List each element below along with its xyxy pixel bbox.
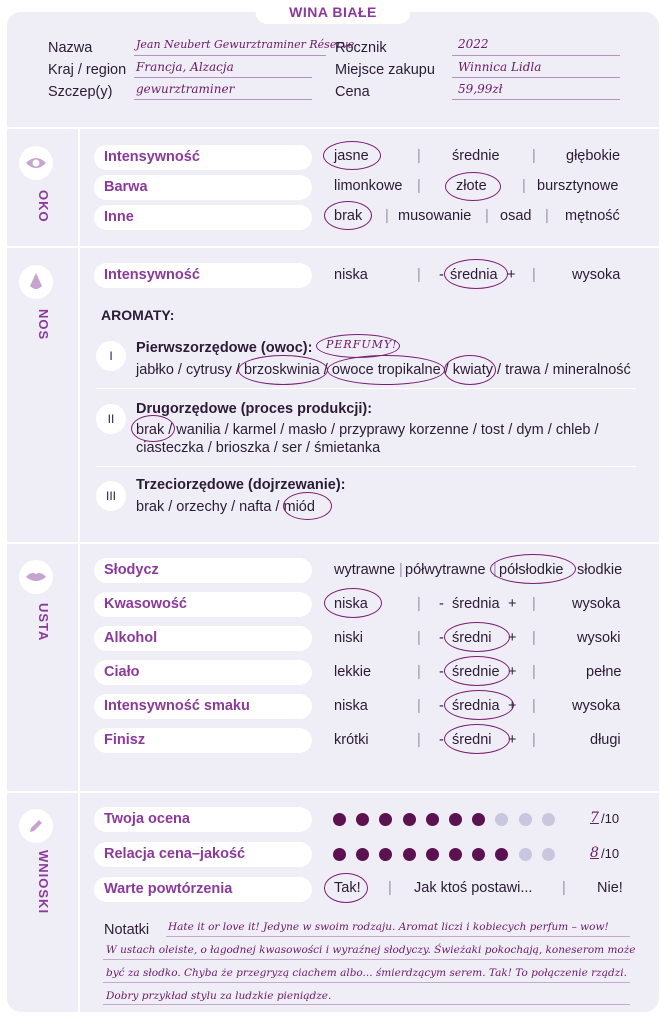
oko-intensywnosc-pill: Intensywność [94,145,312,170]
ocena-score[interactable]: 7 [590,810,599,826]
selection-circle [444,355,496,385]
rating-dot-filled[interactable] [403,813,416,826]
opt-wysoka[interactable]: wysoka [572,267,621,283]
nos-intensywnosc-pill: Intensywność [94,263,312,288]
opt-high[interactable]: pełne [586,664,622,680]
oko-barwa-pill: Barwa [94,175,312,200]
rating-dot-filled[interactable] [426,848,439,861]
ocena-suffix: /10 [601,811,620,826]
rating-dot-filled[interactable] [449,848,462,861]
rating-dot-empty[interactable] [542,848,555,861]
powtorzenia-pill: Warte powtórzenia [94,877,312,902]
selection-circle [131,415,175,442]
selection-circle [444,724,510,754]
rocznik-value[interactable]: 2022 [458,37,489,51]
aroma-group-title: Drugorzędowe (proces produkcji): [136,401,373,417]
usta-row-pill: Alkohol [94,626,312,651]
minus-sign: - [439,596,444,612]
selection-circle [324,201,372,230]
aroma-group-text[interactable]: brak / wanilia / karmel / masło / przyprawy korzenne / tost / dym / chleb / [136,422,599,438]
kraj-value[interactable]: Francja, Alzacja [136,60,234,74]
usta-slodycz-pill: Słodycz [94,558,312,583]
selection-circle [327,355,445,385]
opt-nie[interactable]: Nie! [597,880,623,896]
section-label-usta: USTA [36,603,51,642]
miejsce-label: Miejsce zakupu [335,62,435,78]
selection-circle [444,656,510,686]
szczep-label: Szczep(y) [48,84,113,100]
opt-brak[interactable]: brak [334,208,363,224]
selection-circle [444,622,510,652]
opt-high[interactable]: wysoki [577,630,621,646]
section-label-oko: OKO [36,190,51,223]
section-label-wnioski: WNIOSKI [36,850,51,915]
notes-line[interactable]: Hate it or love it! Jedyne w swoim rodzaju. Aromat liczi i kobiecych perfum – wow! [168,921,609,933]
selection-circle [444,259,508,289]
selection-circle [490,554,576,584]
selection-circle [324,588,382,618]
selection-circle [323,141,381,170]
minus-sign: - [439,732,444,748]
opt-slodkie[interactable]: słodkie [577,562,623,578]
minus-sign: - [439,630,444,646]
miejsce-value[interactable]: Winnica Lidla [458,60,542,74]
plus-sign: + [508,732,517,748]
oko-inne-pill: Inne [94,205,312,230]
notes-line[interactable]: być za słodko. Chyba że przegryzą ciachem albo... śmierdzącym serem. Tak! To połączenie rządzi. [106,967,627,979]
plus-sign: + [508,664,517,680]
opt-high[interactable]: wysoka [572,698,621,714]
rating-dot-filled[interactable] [333,813,346,826]
opt-polwytrawne[interactable]: półwytrawne [405,562,486,578]
opt-low[interactable]: niska [334,698,368,714]
opt-high[interactable]: wysoka [572,596,621,612]
opt-glebokie[interactable]: głębokie [566,148,621,164]
usta-row-pill: Kwasowość [94,592,312,617]
opt-zlote[interactable]: złote [456,178,487,194]
opt-tak[interactable]: Tak! [334,880,361,896]
opt-metnosc[interactable]: mętność [565,208,620,224]
opt-osad[interactable]: osad [500,208,532,224]
selection-circle [238,355,328,385]
opt-mid[interactable]: średnia [452,596,500,612]
opt-niska[interactable]: niska [334,267,368,283]
notes-line[interactable]: Dobry przykład stylu za ludzkie pieniądze. [106,990,332,1002]
roman-badge-i: I [96,341,126,371]
rating-dot-filled[interactable] [333,848,346,861]
pencil-icon [19,809,53,843]
selection-circle [444,690,517,720]
opt-low[interactable]: lekkie [334,664,372,680]
rating-dot-filled[interactable] [449,813,462,826]
opt-srednia[interactable]: średnia [450,267,498,283]
opt-mid[interactable]: średni [452,732,492,748]
nazwa-value[interactable]: Jean Neubert Gewurztraminer Réserve [136,38,355,51]
minus-sign: - [439,698,444,714]
opt-low[interactable]: niska [334,596,368,612]
relacja-pill: Relacja cena–jakość [94,842,312,867]
plus-sign: + [508,698,517,714]
aroma-group-title: Trzeciorzędowe (dojrzewanie): [136,477,346,493]
aromaty-heading: AROMATY: [101,307,175,323]
cena-value[interactable]: 59,99zł [458,82,503,96]
rating-dot-empty[interactable] [519,813,532,826]
opt-musowanie[interactable]: musowanie [398,208,472,224]
nose-icon [19,265,53,299]
opt-mid[interactable]: średnie [452,664,500,680]
opt-low[interactable]: krótki [334,732,369,748]
usta-row-pill: Ciało [94,660,312,685]
opt-high[interactable]: długi [590,732,621,748]
usta-row-pill: Intensywność smaku [94,694,312,719]
szczep-value[interactable]: gewurztraminer [136,82,235,96]
relacja-suffix: /10 [601,846,620,861]
ocena-pill: Twoja ocena [94,807,312,832]
nazwa-label: Nazwa [48,40,93,56]
usta-row-pill: Finisz [94,728,312,753]
lips-icon [19,560,53,594]
opt-jak-ktos-postawi[interactable]: Jak ktoś postawi... [414,880,533,896]
opt-polslodkie[interactable]: półsłodkie [499,562,564,578]
aroma-group-text[interactable]: jabłko / cytrusy / brzoskwinia / owoce tropikalne / kwiaty / trawa / mineralność [136,362,631,378]
card-title: WINA BIAŁE [256,0,411,24]
kraj-label: Kraj / region [48,62,127,78]
opt-bursztynowe[interactable]: bursztynowe [537,178,619,194]
section-label-nos: NOS [36,309,51,341]
opt-limonkowe[interactable]: limonkowe [334,178,403,194]
plus-sign: + [508,596,517,612]
plus-sign: + [508,630,517,646]
roman-badge-iii: III [96,481,126,511]
rating-dot-empty[interactable] [519,848,532,861]
cena-label: Cena [335,84,370,100]
opt-mid[interactable]: średni [452,630,492,646]
aroma-group-title: Pierwszorzędowe (owoc): [136,340,313,356]
minus-sign: - [439,664,444,680]
relacja-score[interactable]: 8 [590,845,599,861]
opt-low[interactable]: niski [334,630,364,646]
opt-jasne[interactable]: jasne [334,148,369,164]
rating-dot-filled[interactable] [426,813,439,826]
notatki-label: Notatki [104,922,150,938]
perfumy-note: PERFUMY! [326,338,398,351]
opt-mid[interactable]: średnia [452,698,500,714]
rating-dot-filled[interactable] [403,848,416,861]
rating-dot-empty[interactable] [542,813,555,826]
aroma-group-text[interactable]: brak / orzechy / nafta / miód [136,499,315,515]
opt-wytrawne[interactable]: wytrawne [334,562,396,578]
eye-icon [19,146,53,180]
aroma-group-text[interactable]: ciasteczka / brioszka / ser / śmietanka [136,440,381,456]
plus-sign: + [507,267,516,283]
minus-sign: - [439,267,444,283]
rocznik-label: Rocznik [335,40,387,56]
selection-circle [324,873,368,903]
selection-circle [445,172,501,201]
selection-circle [283,492,332,520]
roman-badge-ii: II [96,404,126,434]
notes-line[interactable]: W ustach oleiste, o łagodnej kwasowości i wyraźnej słodyczy. Świeżaki pokochają, koneserom może [106,944,636,956]
opt-srednie[interactable]: średnie [452,148,500,164]
